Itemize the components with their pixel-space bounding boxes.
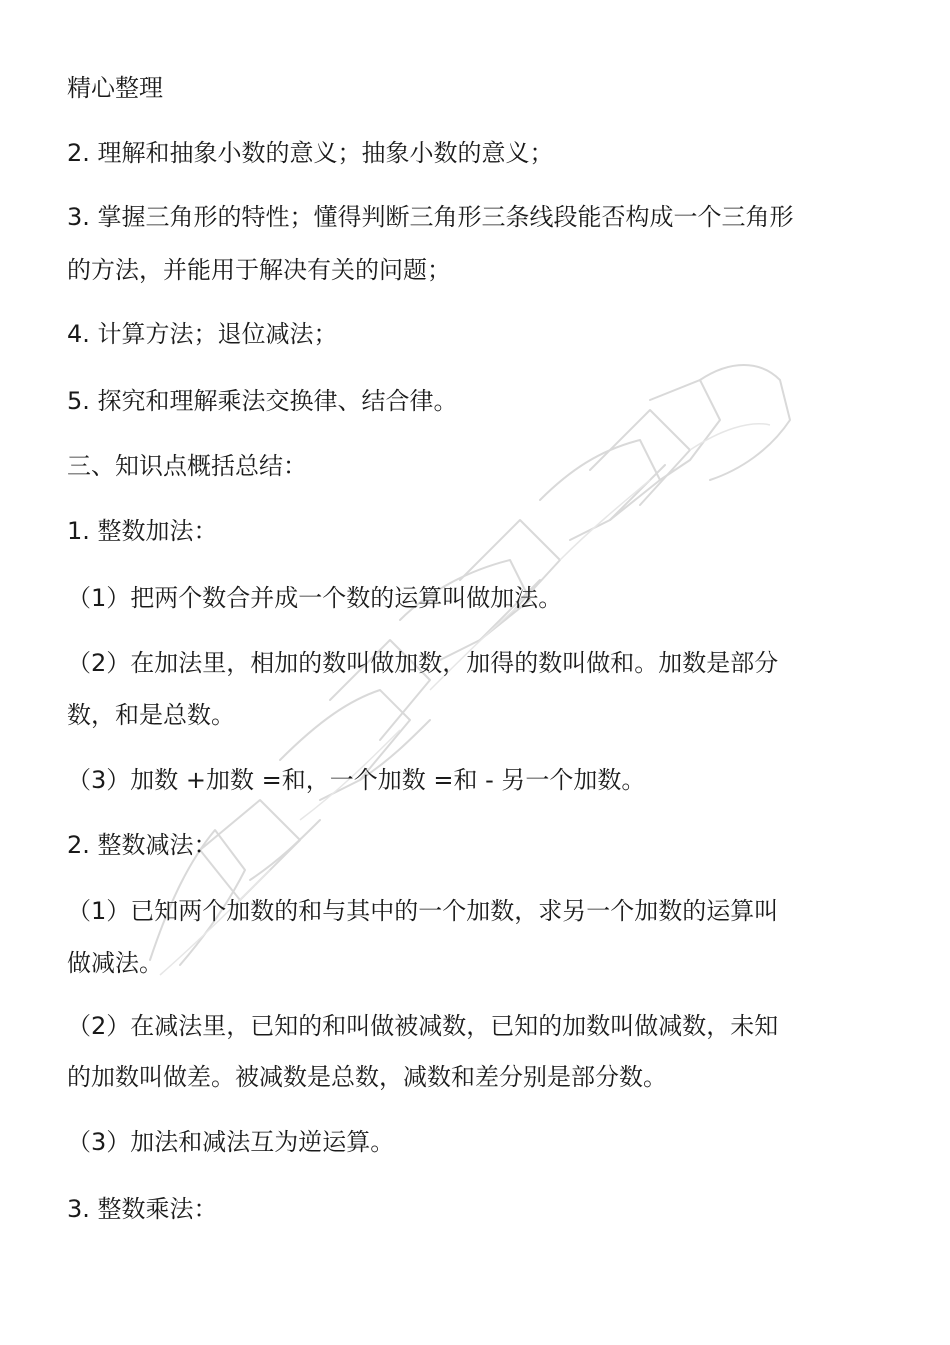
subheading-subtraction: 2. 整数减法： bbox=[67, 831, 218, 859]
objective-3: 3. 掌握三角形的特性；懂得判断三角形三条线段能否构成一个三角形 bbox=[67, 203, 794, 231]
subtraction-point-3: （3）加法和减法互为逆运算。 bbox=[67, 1128, 395, 1156]
objective-4: 4. 计算方法；退位减法； bbox=[67, 320, 338, 348]
subtraction-point-2-continued: 的加数叫做差。被减数是总数，减数和差分别是部分数。 bbox=[67, 1063, 667, 1091]
addition-point-3: （3）加数 +加数 =和，一个加数 =和 - 另一个加数。 bbox=[67, 766, 646, 794]
subheading-addition: 1. 整数加法： bbox=[67, 517, 218, 545]
subtraction-point-2: （2）在减法里，已知的和叫做被减数，已知的加数叫做减数，未知 bbox=[67, 1012, 779, 1040]
objective-5: 5. 探究和理解乘法交换律、结合律。 bbox=[67, 387, 458, 415]
subtraction-point-1-continued: 做减法。 bbox=[67, 949, 163, 977]
section-heading: 三、知识点概括总结： bbox=[67, 452, 307, 480]
objective-2: 2. 理解和抽象小数的意义；抽象小数的意义； bbox=[67, 139, 554, 167]
page-header-label: 精心整理 bbox=[67, 74, 163, 102]
addition-point-2-continued: 数，和是总数。 bbox=[67, 701, 235, 729]
subheading-multiplication: 3. 整数乘法： bbox=[67, 1195, 218, 1223]
objective-3-continued: 的方法，并能用于解决有关的问题； bbox=[67, 256, 451, 284]
addition-point-1: （1）把两个数合并成一个数的运算叫做加法。 bbox=[67, 584, 563, 612]
subtraction-point-1: （1）已知两个加数的和与其中的一个加数，求另一个加数的运算叫 bbox=[67, 897, 779, 925]
addition-point-2: （2）在加法里，相加的数叫做加数，加得的数叫做和。加数是部分 bbox=[67, 649, 779, 677]
